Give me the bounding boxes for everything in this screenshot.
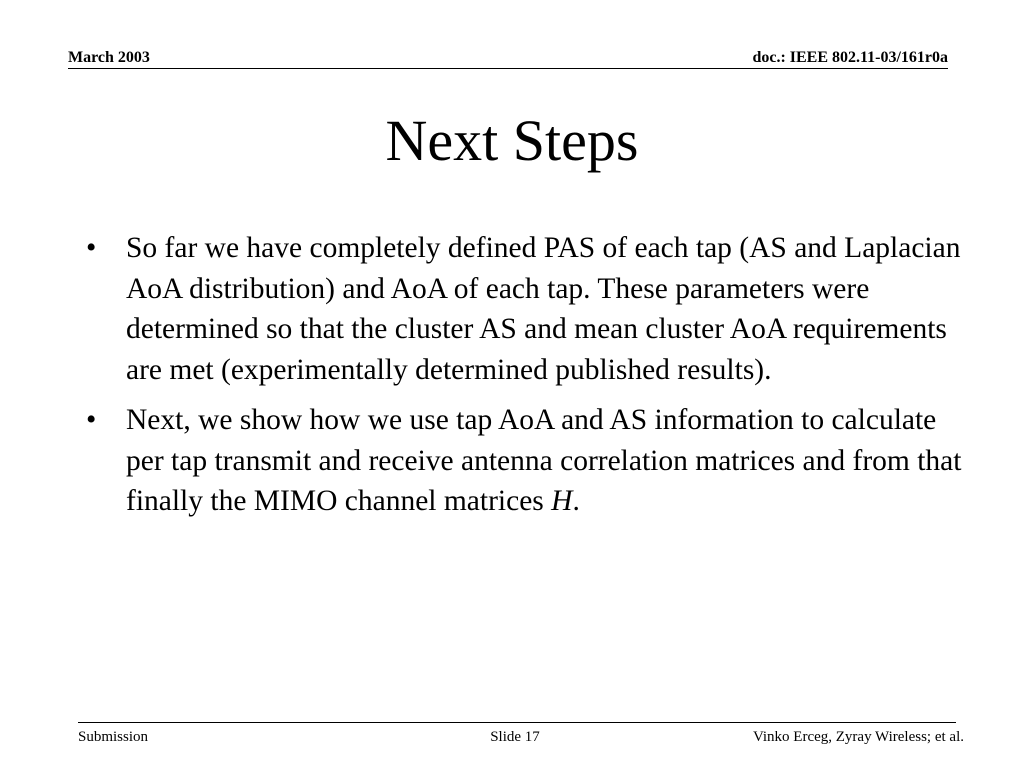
footer-divider [78,722,956,723]
footer-slide-number: Slide 17 [490,729,540,745]
footer-submission: Submission [78,729,149,745]
bullet-text: Next, we show how we use tap AoA and AS information to calculate per tap transmit and receive antenna correlation matrices and from that finally the MIMO channel matrices [126,404,962,517]
header-doc-id: doc.: IEEE 802.11-03/161r0a [752,49,948,66]
bullet-item [84,228,964,390]
bullet-marker: • [86,404,97,436]
footer-authors: Vinko Erceg, Zyray Wireless; et al. [752,729,964,745]
header-divider [68,68,948,69]
bullet-suffix: . [572,485,580,517]
slide-title: Next Steps [385,108,639,173]
math-variable: H [551,485,573,517]
bullet-list [84,228,964,532]
header-date: March 2003 [68,49,150,66]
bullet-item [84,400,964,522]
bullet-text: So far we have completely defined PAS of each tap (AS and Laplacian AoA distribution) and AoA of each tap. These parameters were determined so that the cluster AS and mean cluster AoA requirements are met (experimentally determined published results). [126,232,961,386]
bullet-marker: • [86,232,97,264]
